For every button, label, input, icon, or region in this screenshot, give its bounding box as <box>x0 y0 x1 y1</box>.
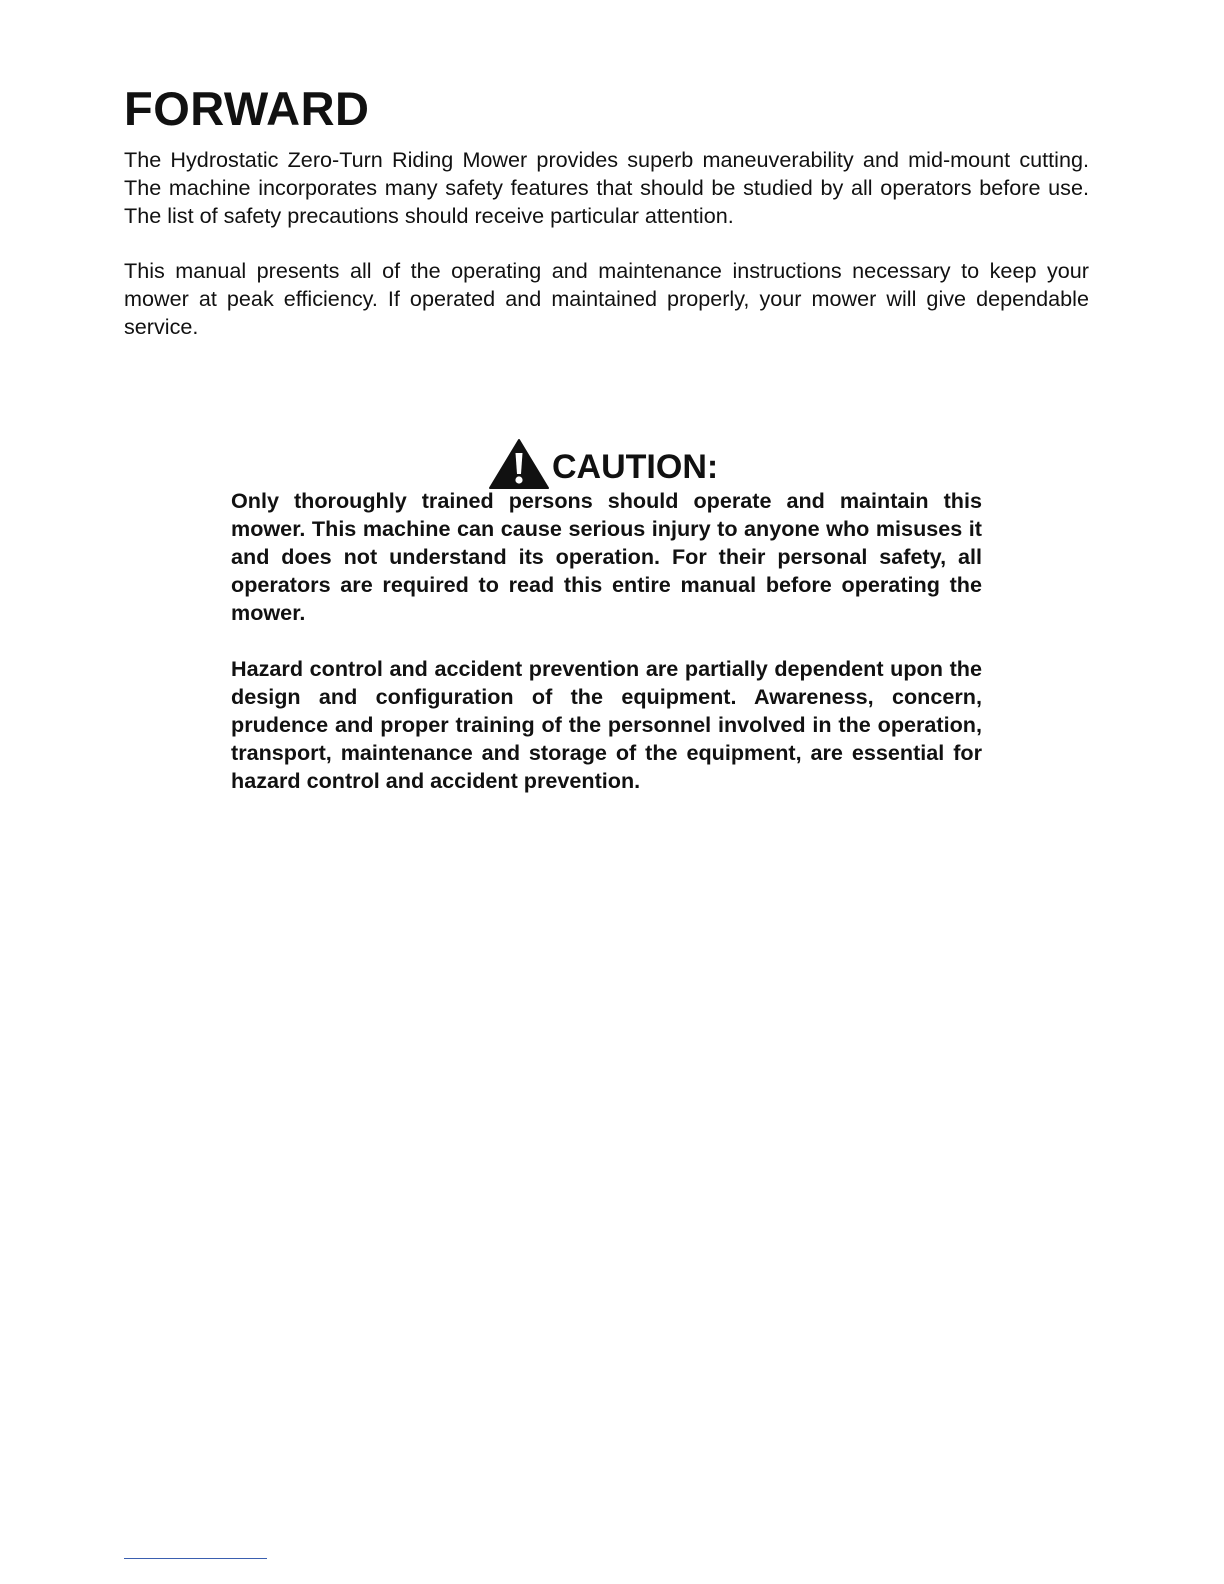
page-title: FORWARD <box>124 82 370 135</box>
intro-paragraph: The Hydrostatic Zero-Turn Riding Mower provides superb maneuverability and mid-mount cutting. The machine incorporates many safety features that should be studied by all operators before use. The list of safety precautions should receive particular attention. <box>124 147 1089 228</box>
caution-heading <box>488 436 718 492</box>
warning-triangle-icon <box>488 438 550 490</box>
footnote-divider <box>124 1558 267 1559</box>
caution-label: CAUTION: <box>552 448 719 486</box>
caution-paragraph: Only thoroughly trained persons should operate and maintain this mower. This machine can cause serious injury to anyone who misuses it and does not understand its operation. For their personal safety, all operators are required to read this entire manual before operating the mower. <box>231 488 982 625</box>
caution-paragraph: Hazard control and accident prevention are partially dependent upon the design and configuration of the equipment. Awareness, concern, prudence and proper training of the personnel involved in the operation, transport, maintenance and storage of the equipment, are essential for hazard control and accident prevention. <box>231 656 982 793</box>
intro-paragraph: This manual presents all of the operating and maintenance instructions necessary to keep your mower at peak efficiency. If operated and maintained properly, your mower will give dependable service. <box>124 258 1089 339</box>
